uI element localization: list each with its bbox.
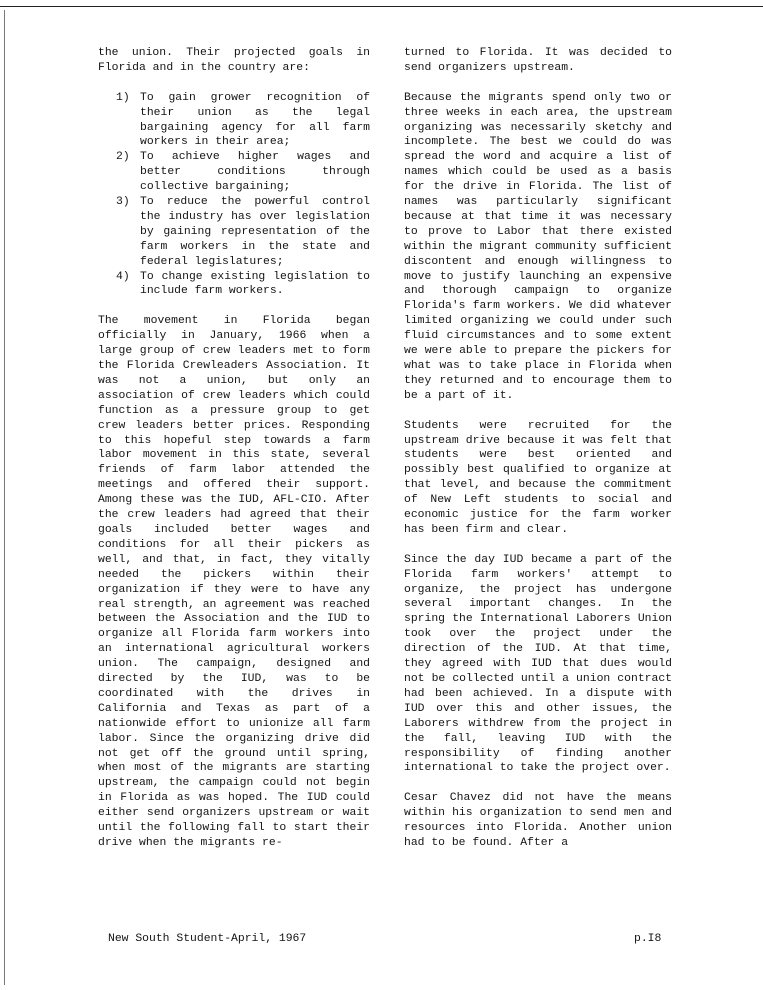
left-column xyxy=(98,46,370,866)
goal-item xyxy=(116,270,370,300)
goal-number: 2) xyxy=(116,151,130,164)
florida-movement-paragraph: The movement in Florida began officially in January, 1966 when a large group of crew leaders met to form the Florida Crewleaders Association. It was not a union, but only an association of crew leaders which could function as a pressure group to get crew leaders better prices. Responding to this hopeful step towards a farm labor movement in this state, several friends of farm labor attended the meetings and offered their support. Among these was the IUD, AFL-CIO. After the crew leaders had agreed that their goals included better wages and conditions for all their pickers as well, and that, in fact, they vitally needed the pickers within their organization if they were to have any real strength, an agreement was reached between the Association and the IUD to organize all Florida farm workers into an international agricultural workers union. The campaign, designed and directed by the IUD, was to be coordinated with the drives in California and Texas as part of a nationwide effort to unionize all farm labor. Since the organizing drive did not get off the ground until spring, when most of the migrants are starting upstream, the campaign could not begin in Florida as was hoped. The IUD could either send organizers upstream or wait until the following fall to start their drive when the migrants re- xyxy=(98,315,370,849)
goal-item xyxy=(116,195,370,270)
page-left-edge xyxy=(4,10,5,985)
goal-item xyxy=(116,91,370,151)
body-paragraph: Cesar Chavez did not have the means within his organization to send men and resources into Florida. Another union had to be found. After a xyxy=(404,792,672,849)
goal-text: To reduce the powerful control the industry has over legislation by gaining representation of the farm workers in the state and federal legislatures; xyxy=(140,196,370,268)
goals-list xyxy=(98,91,370,300)
page-top-edge xyxy=(0,6,763,7)
footer-page-number: p.I8 xyxy=(634,933,662,945)
footer-publication: New South Student-April, 1967 xyxy=(108,933,307,945)
body-paragraph: Because the migrants spend only two or three weeks in each area, the upstream organizing was necessarily sketchy and incomplete. The best we could do was spread the word and acquire a list of names which could be used as a basis for the drive in Florida. The list of names was particularly significant because at that time it was necessary to prove to Labor that there existed within the migrant community sufficient discontent and enough willingness to move to justify launching an expensive and thorough campaign to organize Florida's farm workers. We did whatever limited organizing we could under such fluid circumstances and to some extent we were able to prepare the pickers for what was to take place in Florida when they returned and to encourage them to be a part of it. xyxy=(404,91,672,402)
goal-text: To achieve higher wages and better conditions through collective bargaining; xyxy=(140,151,370,194)
goal-number: 4) xyxy=(116,270,130,283)
body-paragraph: Students were recruited for the upstream drive because it was felt that students were best oriented and possibly best qualified to organize at that level, and because the commitment of New Left students to social and economic justice for the farm worker has been firm and clear. xyxy=(404,419,672,536)
goals-intro: the union. Their projected goals in Florida and in the country are: xyxy=(98,47,370,74)
goal-number: 1) xyxy=(116,91,130,104)
goal-text: To change existing legislation to include farm workers. xyxy=(140,270,370,298)
goal-text: To gain grower recognition of their union as the legal bargaining agency for all farm workers in their area; xyxy=(140,91,370,149)
right-column xyxy=(404,46,672,866)
body-paragraph: turned to Florida. It was decided to send organizers upstream. xyxy=(404,47,672,74)
goal-item xyxy=(116,150,370,195)
goal-number: 3) xyxy=(116,196,130,209)
body-paragraph: Since the day IUD became a part of the Florida farm workers' attempt to organize, the project has undergone several important changes. In the spring the International Laborers Union took over the project under the direction of the IUD. At that time, they agreed with IUD that dues would not be collected until a union contract had been achieved. In a dispute with IUD over this and other issues, the Laborers withdrew from the project in the fall, leaving IUD with the responsibility of finding another international to take the project over. xyxy=(404,553,672,775)
